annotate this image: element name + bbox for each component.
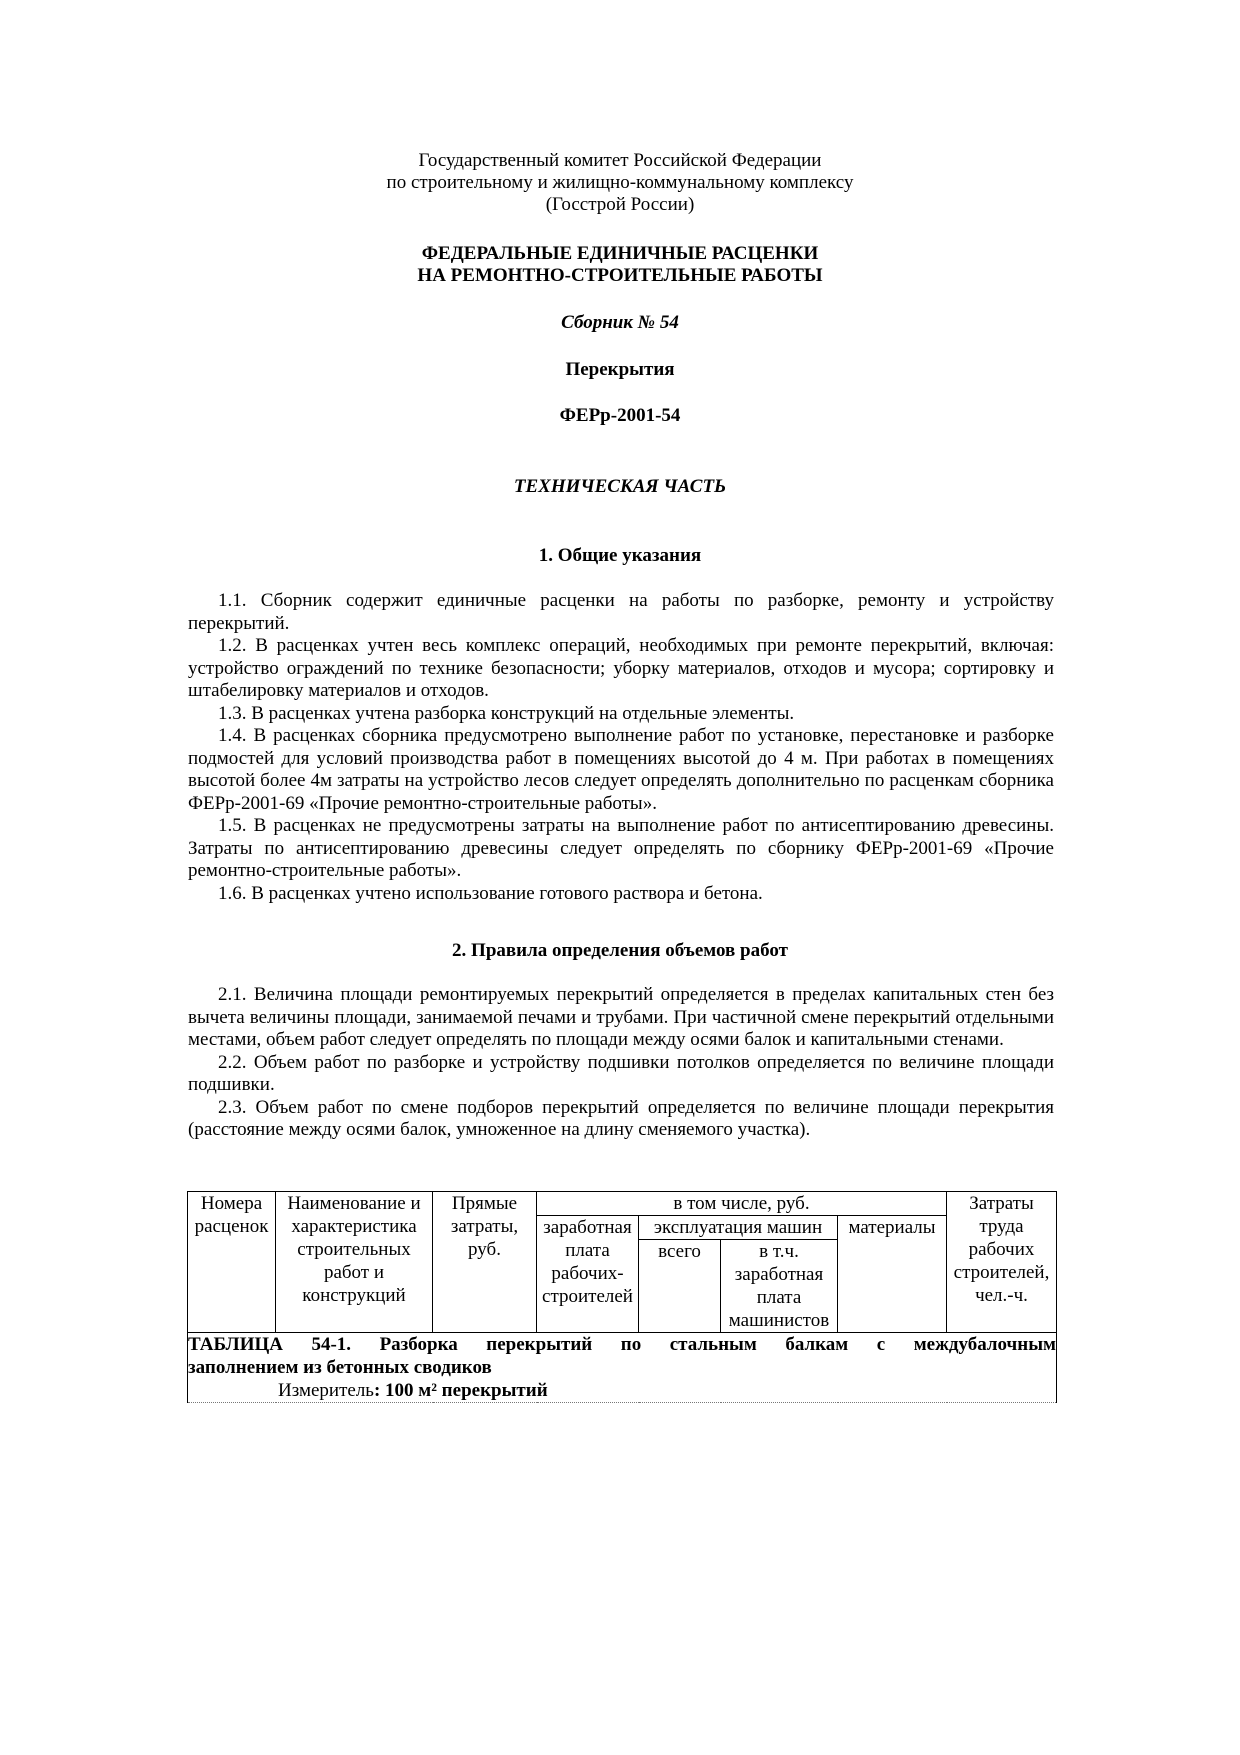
org-line-3: (Госстрой России) bbox=[545, 194, 695, 215]
table-caption-row bbox=[188, 1333, 1057, 1403]
table-caption bbox=[188, 1333, 1057, 1403]
table-caption-line-1: ТАБЛИЦА 54-1. Разборка перекрытий по стальным балкам с междубалочным bbox=[188, 1334, 1056, 1355]
header-rate-numbers: Номера расценок bbox=[188, 1192, 276, 1333]
section-2-body bbox=[188, 984, 1054, 1142]
header-materials: материалы bbox=[838, 1216, 947, 1333]
paragraph-1-3: 1.3. В расценках учтена разборка конструкций на отдельные элементы. bbox=[218, 702, 795, 724]
header-machinist-wage: в т.ч. заработная плата машинистов bbox=[721, 1240, 838, 1333]
document-code: ФЕРр-2001-54 bbox=[559, 405, 681, 426]
header-wage: заработная плата рабочих-строителей bbox=[537, 1216, 639, 1333]
paragraph-2-2: 2.2. Объем работ по разборке и устройству подшивки потолков определяется по величине площади подшивки. bbox=[188, 1051, 1054, 1095]
technical-part-heading: ТЕХНИЧЕСКАЯ ЧАСТЬ bbox=[513, 476, 727, 497]
section-1-heading: 1. Общие указания bbox=[538, 545, 702, 566]
header-labor-costs: Затраты труда рабочих строителей, чел.-ч. bbox=[947, 1192, 1057, 1333]
table-measure-unit bbox=[188, 1379, 1056, 1402]
paragraph-1-2: 1.2. В расценках учтен весь комплекс операций, необходимых при ремонте перекрытий, включая: устройство ограждений по технике безопасности; уборку материалов, отходов и мусора; сортировку и штабелировку материалов и отходов. bbox=[188, 635, 1054, 701]
section-1-body bbox=[188, 590, 1054, 905]
title-line-1: ФЕДЕРАЛЬНЫЕ ЕДИНИЧНЫЕ РАСЦЕНКИ bbox=[421, 243, 819, 264]
document-title bbox=[0, 243, 1240, 287]
org-line-1: Государственный комитет Российской Федерации bbox=[418, 150, 822, 171]
title-line-2: НА РЕМОНТНО-СТРОИТЕЛЬНЫЕ РАБОТЫ bbox=[417, 265, 823, 286]
rates-table bbox=[187, 1191, 1057, 1403]
paragraph-1-6: 1.6. В расценках учтено использование готового раствора и бетона. bbox=[218, 882, 763, 904]
measure-label: Измеритель bbox=[278, 1380, 374, 1401]
collection-subject: Перекрытия bbox=[565, 359, 675, 380]
collection-number: Сборник № 54 bbox=[561, 312, 679, 333]
paragraph-1-5: 1.5. В расценках не предусмотрены затраты на выполнение работ по антисептированию древесины. Затраты по антисептированию древесины следует определять по сборнику ФЕРр-2001-69 «Прочие ремонтно-строительные работы». bbox=[188, 815, 1054, 881]
organization-block bbox=[0, 150, 1240, 216]
paragraph-2-1: 2.1. Величина площади ремонтируемых перекрытий определяется в пределах капитальных стен без вычета величины площади, занимаемой печами и трубами. При частичной смене перекрытий отдельными местами, объем работ следует определять по площади между осями балок и капитальными стенами. bbox=[188, 984, 1054, 1050]
measure-value: : 100 м² перекрытий bbox=[373, 1380, 548, 1401]
header-work-name: Наименование и характеристика строительных работ и конструкций bbox=[276, 1192, 433, 1333]
header-including: в том числе, руб. bbox=[537, 1192, 947, 1216]
header-direct-costs: Прямые затраты, руб. bbox=[433, 1192, 537, 1333]
paragraph-2-3: 2.3. Объем работ по смене подборов перекрытий определяется по величине площади перекрытия (расстояние между осями балок, умноженное на длину сменяемого участка). bbox=[188, 1096, 1054, 1140]
table-header-row-1 bbox=[188, 1192, 1057, 1216]
header-machines-total: всего bbox=[639, 1240, 721, 1333]
header-machine-operation: эксплуатация машин bbox=[639, 1216, 838, 1240]
table-caption-line-2: заполнением из бетонных сводиков bbox=[188, 1357, 492, 1378]
paragraph-1-4: 1.4. В расценках сборника предусмотрено выполнение работ по установке, перестановке и разборке подмостей для условий производства работ в помещениях высотой до 4 м. При работах в помещениях высотой более 4м затраты на устройство лесов следует определять дополнительно по расценкам сборника ФЕРр-2001-69 «Прочие ремонтно-строительные работы». bbox=[188, 725, 1054, 814]
section-2-heading: 2. Правила определения объемов работ bbox=[452, 940, 788, 961]
paragraph-1-1: 1.1. Сборник содержит единичные расценки на работы по разборке, ремонту и устройству перекрытий. bbox=[188, 590, 1054, 634]
org-line-2: по строительному и жилищно-коммунальному комплексу bbox=[386, 172, 854, 193]
